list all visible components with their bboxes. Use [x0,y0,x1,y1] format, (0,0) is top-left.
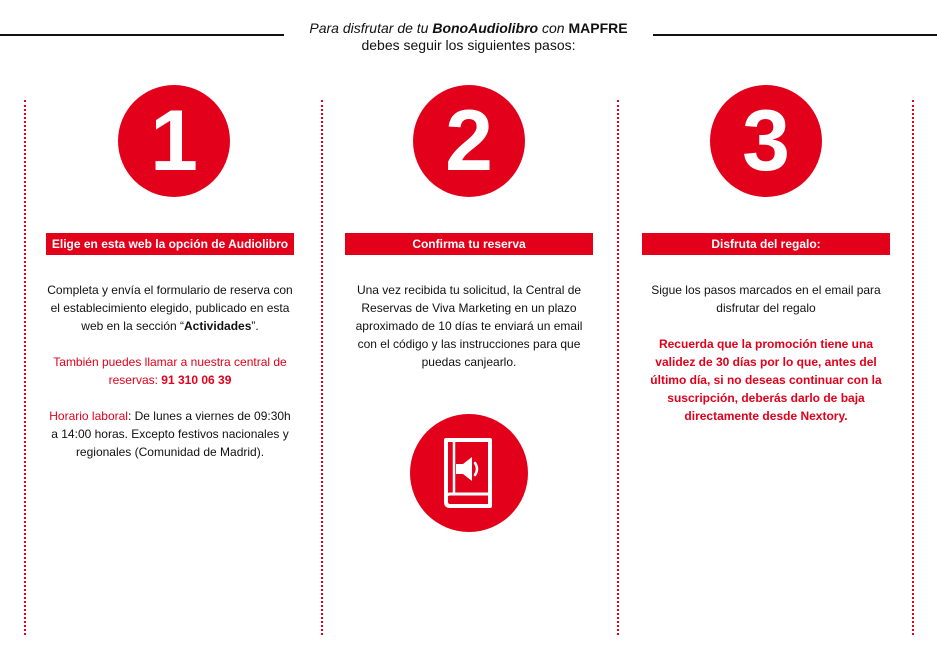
step-1-text-end: ”. [251,319,259,333]
header-brand: BonoAudiolibro [432,20,539,36]
step-1-column [46,0,294,662]
step-1-paragraph [46,281,294,335]
step-1-text: Completa y envía el formulario de reserva con el establecimiento elegido, publicado en esta web en la sección “ [47,283,293,333]
dotted-divider [24,100,26,635]
step-1-hours-paragraph [46,407,294,461]
hours-label: Horario laboral [49,409,128,423]
dotted-divider [321,100,323,635]
step-1-title: Elige en esta web la opción de Audiolibro [46,233,294,255]
step-2-title: Confirma tu reserva [345,233,593,255]
step-3-title: Disfruta del regalo: [642,233,890,255]
step-3-body [642,281,890,443]
header-connector: con [538,20,569,36]
header-intro: Para disfrutar de tu [309,20,433,36]
step-2-column [345,0,593,662]
step-1-phone-paragraph [46,353,294,389]
step-3-paragraph: Sigue los pasos marcados en el email para disfrutar del regalo [651,283,881,315]
step-2-body [345,281,593,389]
step-2-number-badge: 2 [413,85,525,197]
audiobook-icon [410,414,528,532]
dotted-divider [912,100,914,635]
dotted-divider [617,100,619,635]
step-3-warning: Recuerda que la promoción tiene una validez de 30 días por lo que, antes del último día, si no deseas continuar con la suscripción, deberás darlo de baja directamente desde Nextory. [650,337,882,423]
step-2-paragraph: Una vez recibida tu solicitud, la Central de Reservas de Viva Marketing en un plazo aproximado de 10 días te enviará un email con el código y las instrucciones para que puedas canjearlo. [355,283,583,369]
step-3-number-badge: 3 [710,85,822,197]
step-1-body [46,281,294,479]
step-3-column [642,0,890,662]
header-line-2: debes seguir los siguientes pasos: [361,37,576,53]
phone-number[interactable]: 91 310 06 39 [161,373,232,387]
hours-text: : De lunes a viernes de 09:30h a 14:00 horas. Excepto festivos nacionales y regionales (Comunidad de Madrid). [51,409,291,459]
actividades-link-text: Actividades [184,319,252,333]
phone-intro: También puedes llamar a nuestra central de reservas: [53,355,287,387]
header-company: MAPFRE [568,20,628,36]
step-1-number-badge: 1 [118,85,230,197]
